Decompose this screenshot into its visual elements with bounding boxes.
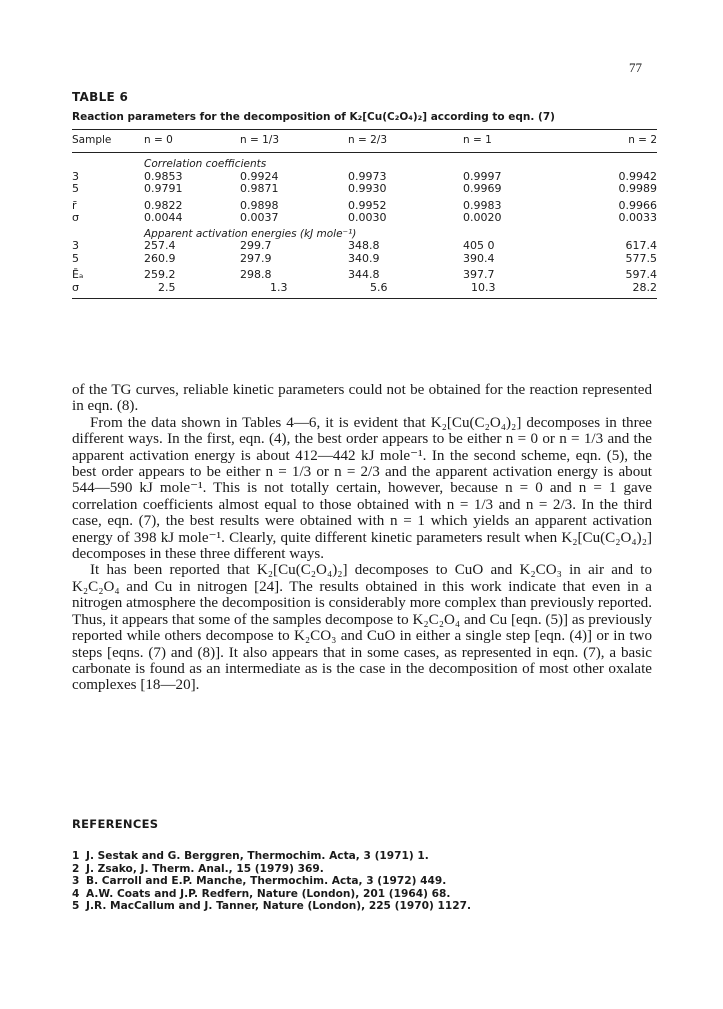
- reference-item: [72, 888, 632, 901]
- table-row: [72, 282, 657, 295]
- paragraph: of the TG curves, reliable kinetic parameters could not be obtained for the reaction represented in eqn. (8).: [72, 382, 652, 415]
- reference-number: 4: [72, 887, 80, 900]
- table-cell: 344.8: [348, 268, 380, 281]
- column-header-sample: Sample: [72, 134, 112, 146]
- reference-item: [72, 850, 632, 863]
- table-cell: 0.0044: [144, 211, 183, 224]
- table-cell: 597.4: [625, 268, 657, 281]
- table-cell: 0.0030: [348, 211, 387, 224]
- section-title-row: [72, 225, 657, 241]
- table-cell: 2.5: [158, 280, 176, 294]
- table-caption: Reaction parameters for the decomposition of K₂[Cu(C₂O₄)₂] according to eqn. (7): [72, 111, 555, 123]
- table-cell: 0.9930: [348, 182, 387, 195]
- table-cell: r̄: [72, 198, 77, 212]
- table-cell: 0.9952: [348, 198, 387, 212]
- table-cell: 297.9: [240, 251, 272, 265]
- table-cell: σ: [72, 211, 79, 224]
- table-cell: 0.9791: [144, 182, 183, 195]
- table-cell: 260.9: [144, 251, 176, 265]
- table-cell: 0.9942: [618, 169, 657, 183]
- table-row: [72, 253, 657, 266]
- table-cell: 0.9983: [463, 198, 502, 212]
- table-cell: 0.0020: [463, 211, 502, 224]
- table-cell: 397.7: [463, 268, 495, 281]
- references-list: [72, 850, 632, 913]
- references-heading: REFERENCES: [72, 817, 159, 831]
- table-row: [72, 240, 657, 253]
- table-cell: 1.3: [270, 280, 288, 294]
- table-cell: 28.2: [632, 280, 657, 294]
- table-cell: 0.9822: [144, 198, 183, 212]
- column-header-n0: n = 0: [144, 134, 173, 146]
- table-label: TABLE 6: [72, 90, 129, 104]
- paragraph: It has been reported that K₂[Cu(C₂O₄)₂] decomposes to CuO and K₂CO₃ in air and to K₂C₂O₄ and Cu in nitrogen [24]. The results obtained in this work indicate that even in a nitrogen atmosphere the decomposition is considerably more complex than previously reported. Thus, it appears that some of the samples decompose to K₂C₂O₄ and Cu [eqn. (5)] as previously reported while others decompose to K₂CO₃ and CuO in either a single step [eqn. (4)] or in two steps [eqns. (7) and (8)]. It also appears that in some cases, as represented in eqn. (7), a basic carbonate is found as an intermediate as is the case in the decomposition of most other oxalate complexes [18—20].: [72, 562, 652, 694]
- table-cell: 259.2: [144, 268, 176, 281]
- body-text: [72, 382, 652, 694]
- table-cell: Ēₐ: [72, 268, 84, 281]
- table-row: [72, 183, 657, 196]
- reference-text: B. Carroll and E.P. Manche, Thermochim. Acta, 3 (1972) 449.: [86, 875, 447, 888]
- table-cell: 0.9997: [463, 169, 502, 183]
- section-title-activation: Apparent activation energies (kJ mole⁻¹): [144, 227, 357, 240]
- reference-text: J.R. MacCallum and J. Tanner, Nature (London), 225 (1970) 1127.: [86, 900, 471, 913]
- reference-number: 1: [72, 850, 80, 862]
- table-row: [72, 269, 657, 282]
- table-cell: 340.9: [348, 251, 380, 265]
- column-header-n1: n = 1: [463, 134, 492, 146]
- table-cell: 3: [72, 239, 79, 252]
- table-cell: 617.4: [625, 239, 657, 252]
- table-cell: 348.8: [348, 239, 380, 252]
- reference-number: 5: [72, 900, 80, 913]
- table-cell: 0.9871: [240, 182, 279, 195]
- section-title-correlation: Correlation coefficients: [144, 158, 267, 170]
- table-header-row: [72, 130, 657, 153]
- page-number: 77: [629, 60, 642, 75]
- table-cell: 405 0: [463, 239, 495, 252]
- table-cell: 0.9924: [240, 169, 279, 183]
- column-header-n2-3: n = 2/3: [348, 134, 388, 146]
- table-cell: 298.8: [240, 268, 272, 281]
- table-cell: 0.9989: [618, 182, 657, 195]
- table-cell: 0.9898: [240, 198, 279, 212]
- table-cell: 299.7: [240, 239, 272, 252]
- reference-number: 2: [72, 862, 80, 875]
- reference-item: [72, 875, 632, 888]
- table-cell: σ: [72, 280, 79, 294]
- table-cell: 0.0033: [618, 211, 657, 224]
- reference-number: 3: [72, 875, 80, 888]
- reference-text: A.W. Coats and J.P. Redfern, Nature (London), 201 (1964) 68.: [86, 887, 451, 900]
- table-cell: 0.9853: [144, 169, 183, 183]
- table-cell: 0.9973: [348, 169, 387, 183]
- paragraph: From the data shown in Tables 4—6, it is evident that K₂[Cu(C₂O₄)₂] decomposes in three different ways. In the first, eqn. (4), the best order appears to be either n = 0 or n = 1/3 and the apparent activation energy is about 412—442 kJ mole⁻¹. In the second scheme, eqn. (5), the best order appears to be either n = 1/3 or n = 2/3 and the apparent activation energy is about 544—590 kJ mole⁻¹. This is not totally certain, however, because n = 0 and n = 1 gave correlation coefficients almost equal to those obtained with n = 1/3 and n = 2/3. In the third case, eqn. (7), the best results were obtained with n = 1 which yields an apparent activation energy of 398 kJ mole⁻¹. Clearly, quite different kinetic parameters result when K₂[Cu(C₂O₄)₂] decomposes in these three different ways.: [72, 414, 652, 563]
- column-header-n1-3: n = 1/3: [240, 134, 280, 146]
- table-cell: 0.9966: [618, 198, 657, 212]
- table-cell: 577.5: [625, 251, 657, 265]
- table-cell: 10.3: [471, 280, 496, 294]
- data-table: [72, 130, 657, 299]
- table-cell: 5: [72, 182, 79, 195]
- table-cell: 5.6: [370, 280, 388, 294]
- table-cell: 0.0037: [240, 211, 279, 224]
- section-title-row: [72, 155, 657, 171]
- table-cell: 390.4: [463, 251, 495, 265]
- table-cell: 3: [72, 169, 79, 183]
- reference-item: [72, 863, 632, 876]
- table-cell: 5: [72, 251, 79, 265]
- table-cell: 0.9969: [463, 182, 502, 195]
- table-6: [72, 90, 657, 299]
- reference-item: [72, 900, 632, 913]
- reference-text: J. Zsako, J. Therm. Anal., 15 (1979) 369.: [86, 862, 324, 875]
- reference-text: J. Sestak and G. Berggren, Thermochim. Acta, 3 (1971) 1.: [86, 850, 429, 862]
- table-cell: 257.4: [144, 239, 176, 252]
- table-row: [72, 212, 657, 225]
- column-header-n2: n = 2: [628, 134, 657, 146]
